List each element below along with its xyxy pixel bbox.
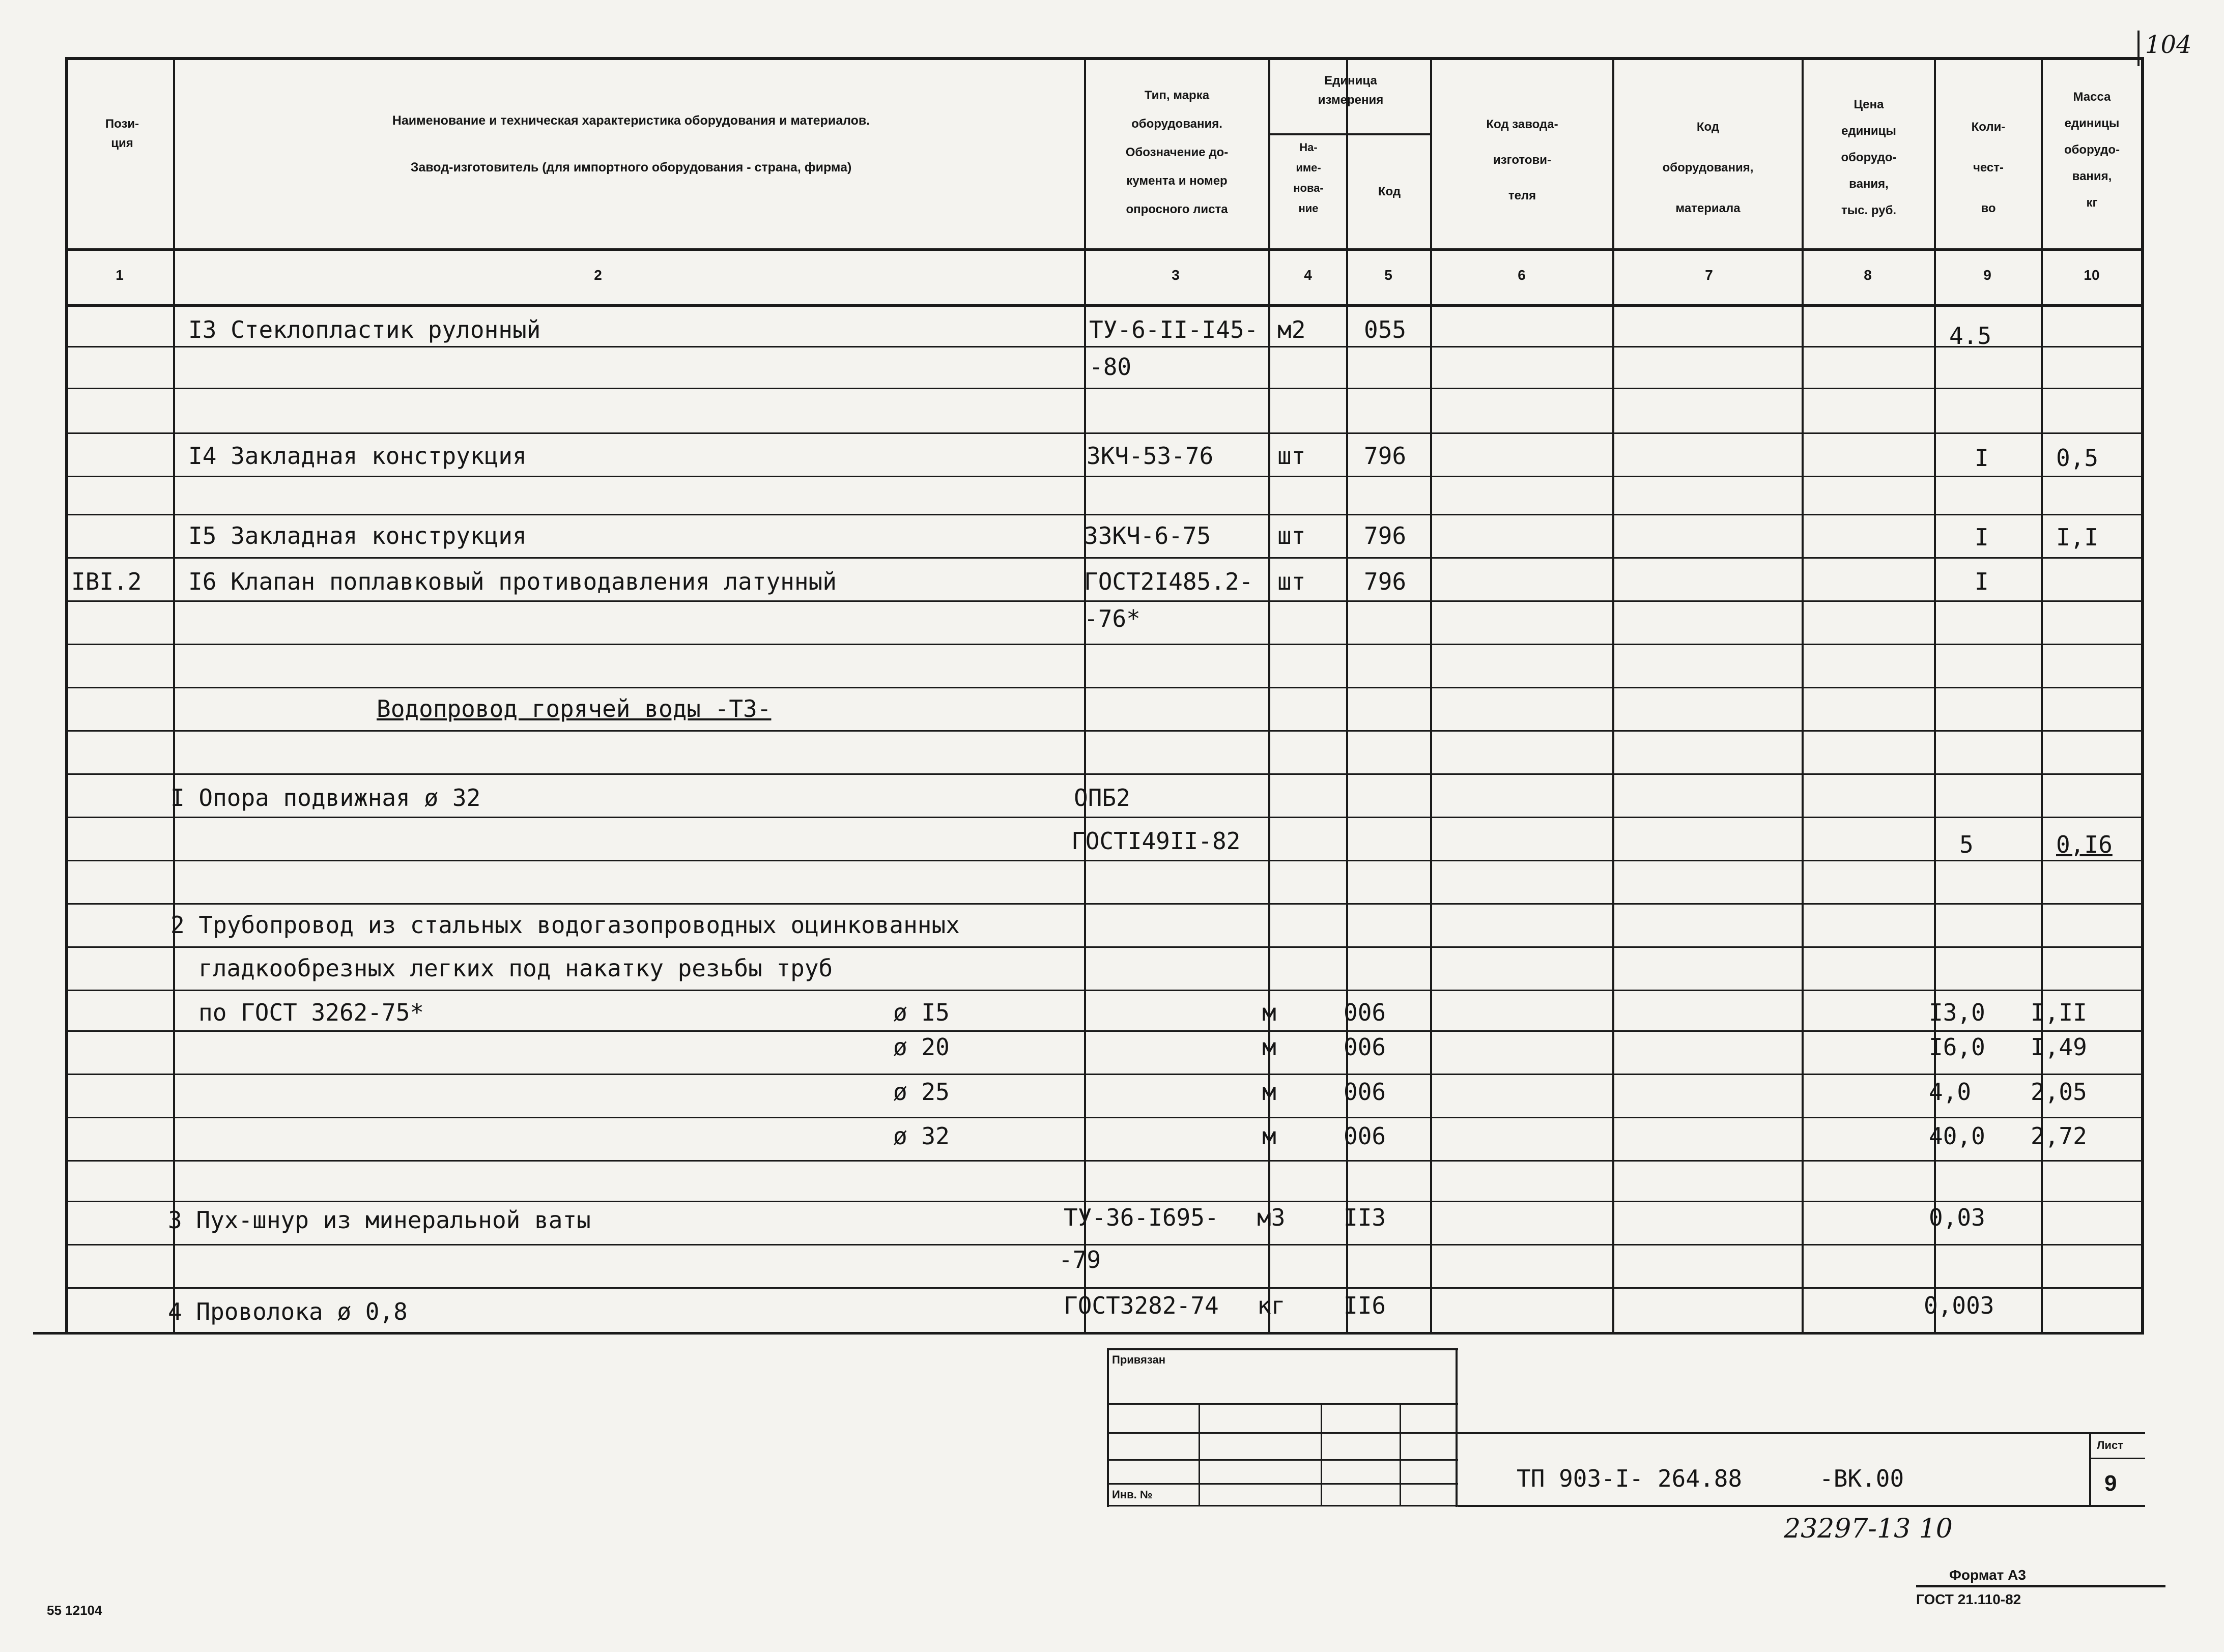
col-number-8: 8 bbox=[1864, 267, 1872, 283]
item-name: I6 Клапан поплавковый противодавления латунный bbox=[188, 568, 837, 595]
item-code: 006 bbox=[1344, 999, 1386, 1026]
item-doc: ГОСТ2I485.2- bbox=[1084, 568, 1253, 595]
item-name: I5 Закладная конструкция bbox=[188, 522, 527, 549]
section-title: Водопровод горячей воды -Т3- bbox=[377, 695, 772, 722]
item-unit: м bbox=[1262, 1078, 1276, 1106]
stamp-list-label: Лист bbox=[2097, 1439, 2123, 1452]
header-unit-group: Единица измерения bbox=[1318, 74, 1384, 107]
header-factory-code: Код завода- изготови- теля bbox=[1486, 118, 1558, 202]
item-code: 796 bbox=[1364, 442, 1407, 470]
item-unit: шт bbox=[1277, 522, 1306, 549]
col-number-3: 3 bbox=[1172, 267, 1180, 283]
header-price: Цена единицы оборудо- вания, тыс. руб. bbox=[1841, 98, 1897, 217]
item-position: IBI.2 bbox=[71, 568, 142, 595]
item-doc: -79 bbox=[1059, 1246, 1101, 1273]
header-type: Тип, марка оборудования. Обозначение до- кумента и номер опросного листа bbox=[1125, 89, 1229, 216]
header-unit-code: Код bbox=[1378, 185, 1401, 198]
handwritten-number: 23297-13 10 bbox=[1784, 1514, 1953, 1544]
item-code: 006 bbox=[1344, 1078, 1386, 1106]
item-mass: 2,72 bbox=[2031, 1122, 2087, 1150]
sheet-code: 55 12104 bbox=[47, 1603, 102, 1618]
item-unit: м2 bbox=[1277, 316, 1306, 343]
item-qty: 5 bbox=[1959, 831, 1974, 858]
item-code: 796 bbox=[1364, 522, 1407, 549]
item-qty: 4.5 bbox=[1949, 322, 1992, 350]
item-name: по ГОСТ 3262-75* bbox=[198, 999, 424, 1026]
item-mass: I,49 bbox=[2031, 1033, 2087, 1061]
item-qty: I6,0 bbox=[1929, 1033, 1985, 1061]
item-name: 2 Трубопровод из стальных водогазопроводных оцинкованных bbox=[170, 911, 960, 939]
item-doc: ТУ-6-II-I45- bbox=[1089, 316, 1259, 343]
item-code: II3 bbox=[1344, 1204, 1386, 1231]
col-number-4: 4 bbox=[1304, 267, 1312, 283]
item-qty: I bbox=[1975, 568, 1989, 595]
item-mass: I,II bbox=[2031, 999, 2087, 1026]
item-qty: I bbox=[1975, 524, 1989, 551]
stamp-privyazan: Привязан bbox=[1112, 1353, 1166, 1366]
item-unit: шт bbox=[1277, 568, 1306, 595]
col-number-6: 6 bbox=[1518, 267, 1526, 283]
item-doc: ГОСТ3282-74 bbox=[1064, 1292, 1219, 1319]
item-name: гладкообрезных легких под накатку резьбы труб bbox=[198, 954, 833, 982]
item-code: 055 bbox=[1364, 316, 1407, 343]
item-diameter: ø 32 bbox=[893, 1122, 950, 1150]
item-code: 006 bbox=[1344, 1033, 1386, 1061]
item-unit: кг bbox=[1257, 1292, 1286, 1319]
item-doc: ЗКЧ-53-76 bbox=[1087, 442, 1214, 470]
col-number-1: 1 bbox=[116, 267, 124, 283]
item-doc: ОПБ2 bbox=[1074, 784, 1130, 811]
item-doc: -80 bbox=[1089, 353, 1132, 381]
item-qty: 0,003 bbox=[1924, 1292, 1994, 1319]
item-unit: м bbox=[1262, 1033, 1276, 1061]
item-diameter: ø I5 bbox=[893, 999, 950, 1026]
stamp-inventory: Инв. № bbox=[1112, 1488, 1153, 1501]
item-code: II6 bbox=[1344, 1292, 1386, 1319]
col-number-10: 10 bbox=[2084, 267, 2100, 283]
item-qty: I3,0 bbox=[1929, 999, 1985, 1026]
col-number-9: 9 bbox=[1983, 267, 1991, 283]
item-diameter: ø 25 bbox=[893, 1078, 950, 1106]
item-unit: шт bbox=[1277, 442, 1306, 470]
stamp-designation: ТП 903-I- 264.88 bbox=[1517, 1465, 1743, 1492]
item-qty: 4,0 bbox=[1929, 1078, 1972, 1106]
item-name: I Опора подвижная ø 32 bbox=[170, 784, 481, 811]
item-name: 3 Пух-шнур из минеральной ваты bbox=[168, 1206, 591, 1234]
gost-label: ГОСТ 21.110-82 bbox=[1916, 1591, 2021, 1607]
item-mass: I,I bbox=[2056, 524, 2099, 551]
table-frame-top bbox=[65, 57, 2144, 60]
stamp-suffix: -ВК.00 bbox=[1819, 1465, 1904, 1492]
item-unit: м3 bbox=[1257, 1204, 1286, 1231]
item-diameter: ø 20 bbox=[893, 1033, 950, 1061]
header-quantity: Коли- чест- во bbox=[1971, 120, 2006, 215]
item-mass: 0,5 bbox=[2056, 444, 2099, 472]
header-equipment-code: Код оборудования, материала bbox=[1662, 120, 1754, 215]
item-name: 4 Проволока ø 0,8 bbox=[168, 1298, 408, 1325]
col-number-5: 5 bbox=[1384, 267, 1392, 283]
col-number-7: 7 bbox=[1705, 267, 1713, 283]
page-corner-number: 104 bbox=[2145, 31, 2192, 59]
item-name: I3 Стеклопластик рулонный bbox=[188, 316, 541, 343]
header-position: Пози- ция bbox=[105, 117, 139, 150]
item-unit: м bbox=[1262, 999, 1276, 1026]
item-name: I4 Закладная конструкция bbox=[188, 442, 527, 470]
item-unit: м bbox=[1262, 1122, 1276, 1150]
item-code: 006 bbox=[1344, 1122, 1386, 1150]
item-doc: ЗЗКЧ-6-75 bbox=[1084, 522, 1211, 549]
item-mass: 2,05 bbox=[2031, 1078, 2087, 1106]
item-code: 796 bbox=[1364, 568, 1407, 595]
item-qty: I bbox=[1975, 444, 1989, 472]
stamp-list-number: 9 bbox=[2104, 1471, 2117, 1496]
item-qty: 40,0 bbox=[1929, 1122, 1985, 1150]
header-name-line1: Наименование и техническая характеристика оборудования и материалов. bbox=[392, 113, 870, 128]
col-number-2: 2 bbox=[594, 267, 602, 283]
header-mass: Масса единицы оборудо- вания, кг bbox=[2064, 90, 2120, 210]
item-qty: 0,03 bbox=[1929, 1204, 1985, 1231]
item-mass: 0,I6 bbox=[2056, 831, 2113, 858]
header-name-line2: Завод-изготовитель (для импортного оборудования - страна, фирма) bbox=[410, 160, 852, 175]
format-label: Формат А3 bbox=[1949, 1567, 2026, 1583]
header-unit-name: На- име- нова- ние bbox=[1293, 141, 1324, 215]
item-doc: ТУ-36-I695- bbox=[1064, 1204, 1219, 1231]
item-doc: -76* bbox=[1084, 605, 1140, 632]
item-doc: ГОСТI49II-82 bbox=[1071, 827, 1241, 855]
